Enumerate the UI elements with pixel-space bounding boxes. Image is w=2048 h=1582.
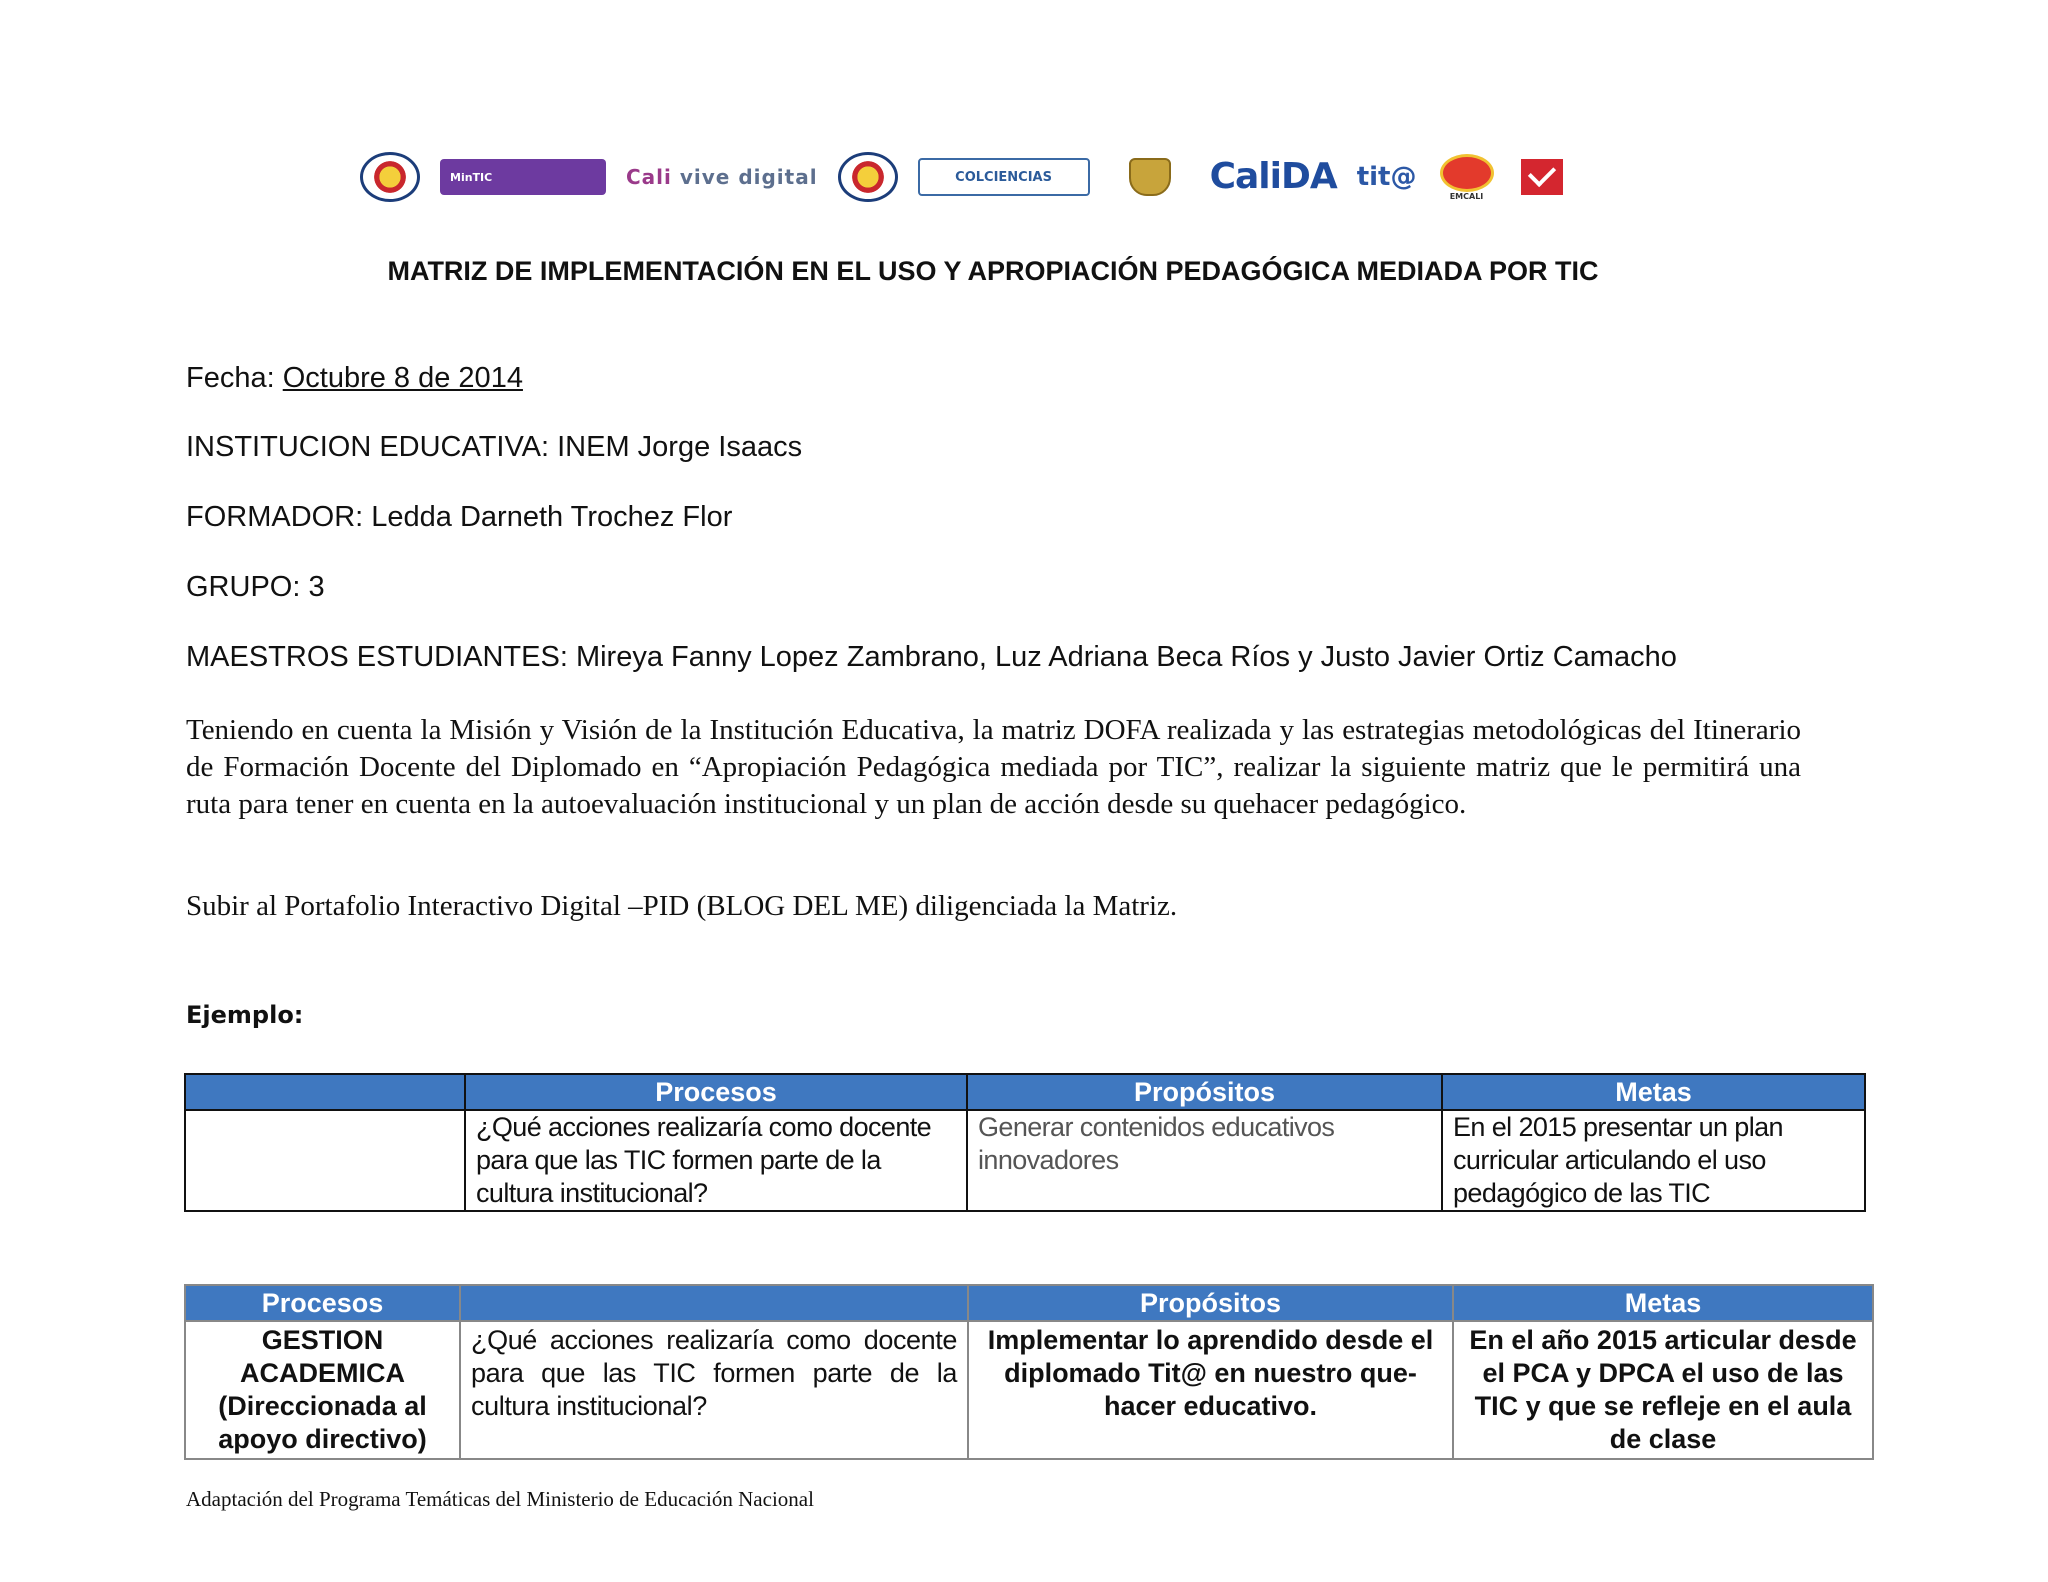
example-header-metas: Metas bbox=[1442, 1074, 1865, 1110]
tita-logo-text: tit@ bbox=[1356, 162, 1417, 192]
calida-logo-text: CaliDA bbox=[1209, 156, 1337, 197]
example-header-propositos: Propósitos bbox=[967, 1074, 1442, 1110]
example-table bbox=[184, 1073, 1866, 1212]
emcali-mark-icon bbox=[1440, 154, 1494, 192]
colombia-seal-logo bbox=[360, 152, 420, 202]
colciencias-logo-text: COLCIENCIAS bbox=[955, 169, 1052, 185]
example-cell-procesos: ¿Qué acciones realizaría como docente para que las TIC formen parte de la cultura institucional? bbox=[465, 1110, 967, 1211]
footer-note: Adaptación del Programa Temáticas del Ministerio de Educación Nacional bbox=[186, 1487, 814, 1511]
table-row bbox=[185, 1110, 1865, 1211]
coat-of-arms-icon bbox=[1129, 158, 1171, 196]
tita-logo bbox=[1356, 162, 1417, 192]
example-header-empty bbox=[185, 1074, 465, 1110]
matrix-header-procesos: Procesos bbox=[185, 1285, 460, 1321]
colombia-seal-logo-2 bbox=[838, 152, 898, 202]
fecha-value: Octubre 8 de 2014 bbox=[282, 362, 523, 394]
calida-logo bbox=[1209, 156, 1337, 197]
red-check-logo bbox=[1517, 152, 1567, 202]
ejemplo-label: Ejemplo: bbox=[186, 1001, 304, 1029]
maestros-field: MAESTROS ESTUDIANTES: Mireya Fanny Lopez Zambrano, Luz Adriana Beca Ríos y Justo Javier Ortiz Camacho bbox=[186, 641, 1677, 673]
matrix-table-header bbox=[185, 1285, 1873, 1321]
matrix-cell-propositos: Implementar lo aprendido desde el diplomado Tit@ en nuestro que-hacer educativo. bbox=[968, 1321, 1453, 1459]
example-cell-metas: En el 2015 presentar un plan curricular articulando el uso pedagógico de las TIC bbox=[1442, 1110, 1865, 1211]
table-row bbox=[185, 1321, 1873, 1459]
calivive-digital-logo bbox=[626, 165, 818, 189]
document-title: MATRIZ DE IMPLEMENTACIÓN EN EL USO Y APROPIACIÓN PEDAGÓGICA MEDIADA POR TIC bbox=[387, 256, 1599, 286]
example-table-header bbox=[185, 1074, 1865, 1110]
formador-field: FORMADOR: Ledda Darneth Trochez Flor bbox=[186, 501, 733, 533]
mintic-logo bbox=[440, 159, 606, 195]
calivive-logo-text-2: vive digital bbox=[679, 165, 818, 189]
mintic-logo-text: MinTIC bbox=[450, 170, 493, 184]
institucion-field: INSTITUCION EDUCATIVA: INEM Jorge Isaacs bbox=[186, 431, 803, 463]
colciencias-logo bbox=[918, 158, 1090, 196]
matrix-cell-procesos: GESTION ACADEMICA (Direccionada al apoyo directivo) bbox=[185, 1321, 460, 1459]
instructions-paragraph: Teniendo en cuenta la Misión y Visión de la Institución Educativa, la matriz DOFA realizada y las estrategias metodológicas del Itinerario de Formación Docente del Diplomado en “Apropiación Pedagógica mediada por TIC”, realizar la siguiente matriz que le permitirá una ruta para tener en cuenta en la autoevaluación institucional y un plan de acción desde su quehacer pedagógico. bbox=[186, 714, 1801, 820]
example-header-procesos: Procesos bbox=[465, 1074, 967, 1110]
santiago-de-cali-logo bbox=[1110, 152, 1190, 202]
matrix-header-propositos: Propósitos bbox=[968, 1285, 1453, 1321]
calivive-logo-text-1: Cali bbox=[626, 165, 672, 189]
matrix-header-metas: Metas bbox=[1453, 1285, 1873, 1321]
logo-strip bbox=[360, 148, 1700, 206]
matrix-cell-metas: En el año 2015 articular desde el PCA y DPCA el uso de las TIC y que se refleje en el aula de clase bbox=[1453, 1321, 1873, 1459]
upload-instruction: Subir al Portafolio Interactivo Digital –PID (BLOG DEL ME) diligenciada la Matriz. bbox=[186, 890, 1178, 922]
matrix-header-empty bbox=[460, 1285, 968, 1321]
fecha-label: Fecha: bbox=[186, 362, 283, 394]
check-mark-icon bbox=[1521, 159, 1563, 195]
matrix-table bbox=[184, 1284, 1874, 1460]
example-cell-propositos: Generar contenidos educativos innovadores bbox=[967, 1110, 1442, 1211]
fecha-field bbox=[186, 362, 523, 395]
emcali-logo-text: EMCALI bbox=[1449, 191, 1484, 201]
matrix-cell-question: ¿Qué acciones realizaría como docente para que las TIC formen parte de la cultura institucional? bbox=[460, 1321, 968, 1459]
example-cell-empty bbox=[185, 1110, 465, 1211]
emcali-logo bbox=[1437, 152, 1497, 202]
grupo-field: GRUPO: 3 bbox=[186, 571, 325, 603]
